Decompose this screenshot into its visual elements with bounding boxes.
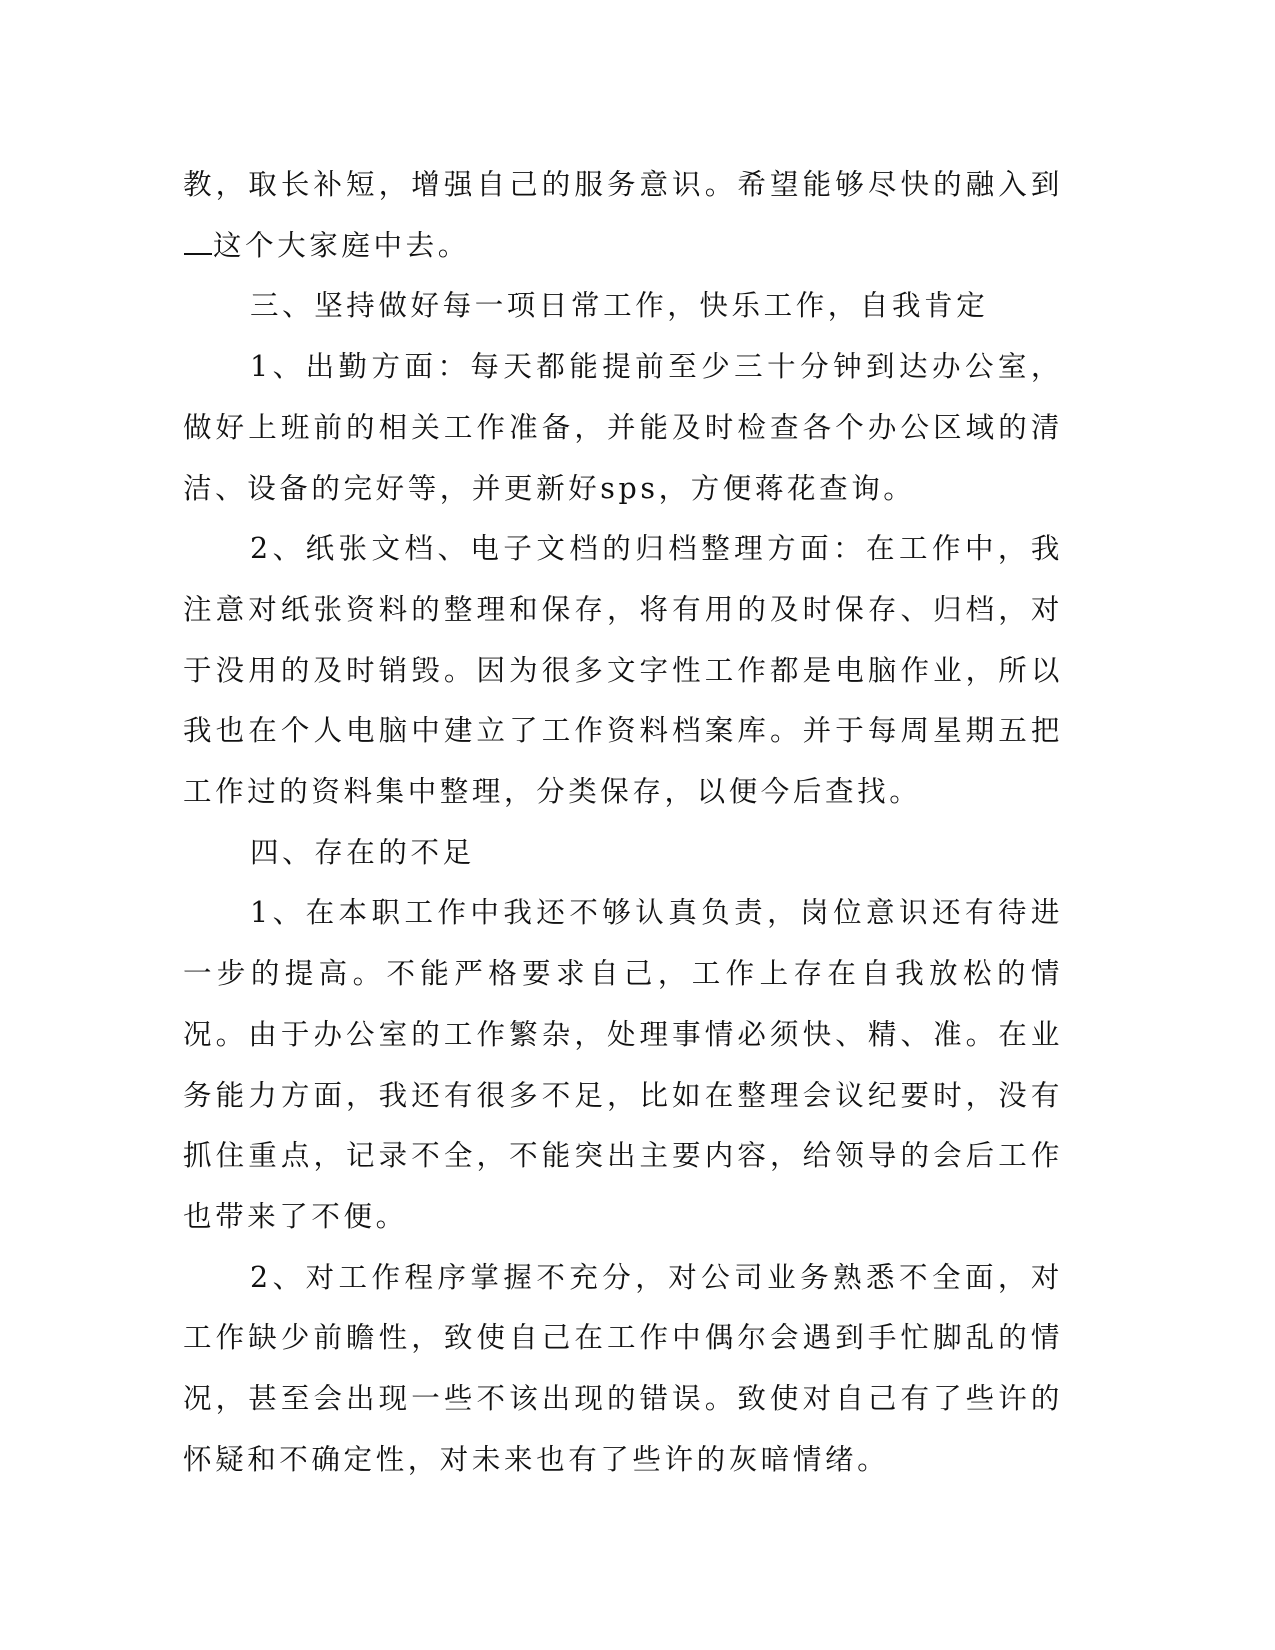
fill-in-blank bbox=[184, 227, 212, 255]
document-page bbox=[183, 155, 1063, 1490]
paragraph-text-before-blank: 教，取长补短，增强自己的服务意识。希望能够尽快的融入到 bbox=[183, 168, 1063, 201]
section-heading-three: 三、坚持做好每一项日常工作，快乐工作，自我肯定 bbox=[250, 289, 989, 323]
paragraph-text-after-blank: 这个大家庭中去。 bbox=[213, 228, 470, 262]
paragraph-attendance: 1、出勤方面：每天都能提前至少三十分钟到达办公室，做好上班前的相关工作准备，并能及时检查各个办公区域的清洁、设备的完好等，并更新好sps，方便蒋花查询。 bbox=[183, 350, 1063, 505]
section-heading-four: 四、存在的不足 bbox=[250, 835, 475, 869]
paragraph-shortcoming-one: 1、在本职工作中我还不够认真负责，岗位意识还有待进一步的提高。不能严格要求自己，工作上存在自我放松的情况。由于办公室的工作繁杂，处理事情必须快、精、准。在业务能力方面，我还有很多不足，比如在整理会议纪要时，没有抓住重点，记录不全，不能突出主要内容，给领导的会后工作也带来了不便。 bbox=[183, 896, 1063, 1233]
paragraph-continuation bbox=[183, 155, 1063, 276]
paragraph-document-archiving: 2、纸张文档、电子文档的归档整理方面：在工作中，我注意对纸张资料的整理和保存，将有用的及时保存、归档，对于没用的及时销毁。因为很多文字性工作都是电脑作业，所以我也在个人电脑中建立了工作资料档案库。并于每周星期五把工作过的资料集中整理，分类保存，以便今后查找。 bbox=[183, 532, 1063, 809]
paragraph-shortcoming-two: 2、对工作程序掌握不充分，对公司业务熟悉不全面，对工作缺少前瞻性，致使自己在工作中偶尔会遇到手忙脚乱的情况，甚至会出现一些不该出现的错误。致使对自己有了些许的怀疑和不确定性，对未来也有了些许的灰暗情绪。 bbox=[183, 1260, 1063, 1476]
